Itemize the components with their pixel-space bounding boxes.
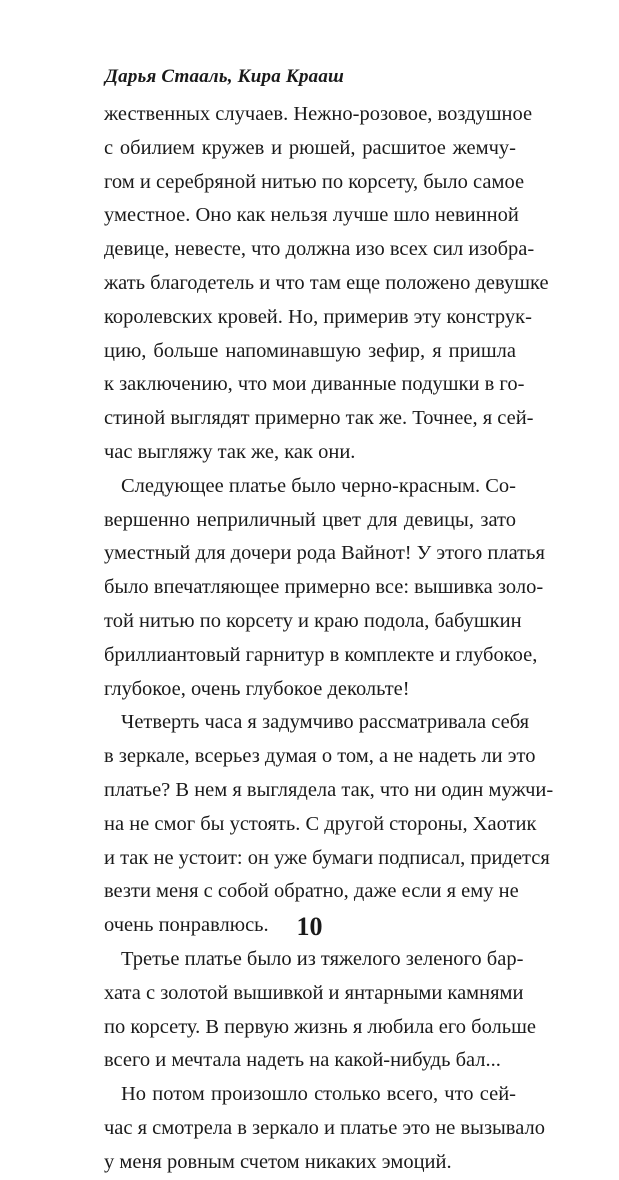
body-text bbox=[104, 98, 554, 1180]
text-line: уместный для дочери рода Вайнот! У этого платья bbox=[104, 542, 545, 565]
text-line: Но потом произошло столько всего, что сей- bbox=[121, 1083, 516, 1106]
text-line: Четверть часа я задумчиво рассматривала себя bbox=[121, 711, 530, 734]
text-line: по корсету. В первую жизнь я любила его больше bbox=[104, 1015, 537, 1038]
text-line: жественных случаев. Нежно-розовое, воздушное bbox=[104, 103, 533, 125]
text-line: очень понравлюсь. bbox=[104, 914, 269, 937]
text-line: стиной выглядят примерно так же. Точнее, я сей- bbox=[104, 407, 534, 430]
text-line: Третье платье было из тяжелого зеленого бар- bbox=[121, 947, 524, 970]
text-line: на не смог бы устоять. С другой стороны, Хаотик bbox=[104, 812, 537, 835]
text-line: всего и мечтала надеть на какой-нибудь бал... bbox=[104, 1049, 501, 1072]
text-line: цию, больше напоминавшую зефир, я пришла bbox=[104, 339, 516, 362]
text-line: с обилием кружев и рюшей, расшитое жемчу- bbox=[104, 136, 516, 159]
text-line: хата с золотой вышивкой и янтарными камнями bbox=[104, 981, 524, 1004]
text-line: Следующее платье было черно-красным. Со- bbox=[121, 474, 516, 497]
text-line: и так не устоит: он уже бумаги подписал, придется bbox=[104, 846, 550, 869]
text-line: гом и серебряной нитью по корсету, было самое bbox=[104, 170, 525, 193]
text-line: жать благодетель и что там еще положено девушке bbox=[104, 271, 549, 294]
text-line: час я смотрела в зеркало и платье это не вызывало bbox=[104, 1116, 545, 1139]
page-number: 10 bbox=[296, 912, 323, 941]
text-line: вершенно неприличный цвет для девицы, зато bbox=[104, 508, 516, 531]
text-line: бриллиантовый гарнитур в комплекте и глубокое, bbox=[104, 643, 538, 666]
text-line: к заключению, что мои диванные подушки в го- bbox=[104, 373, 525, 396]
text-line: у меня ровным счетом никаких эмоций. bbox=[104, 1150, 452, 1173]
running-header: Дарья Стааль, Кира Крааш bbox=[105, 66, 345, 87]
text-line: платье? В нем я выглядела так, что ни один мужчи- bbox=[104, 778, 554, 801]
text-line: той нитью по корсету и краю подола, бабушкин bbox=[104, 609, 522, 632]
text-line: везти меня с собой обратно, даже если я ему не bbox=[104, 880, 519, 903]
text-line: глубокое, очень глубокое декольте! bbox=[104, 677, 410, 700]
text-line: час выгляжу так же, как они. bbox=[104, 440, 356, 463]
text-line: уместное. Оно как нельзя лучше шло невинной bbox=[104, 204, 519, 227]
text-line: было впечатляющее примерно все: вышивка золо- bbox=[104, 576, 544, 599]
text-line: королевских кровей. Но, примерив эту конструк- bbox=[104, 305, 532, 328]
text-line: девице, невесте, что должна изо всех сил изобра- bbox=[104, 238, 535, 261]
text-line: в зеркале, всерьез думая о том, а не надеть ли это bbox=[104, 745, 536, 768]
